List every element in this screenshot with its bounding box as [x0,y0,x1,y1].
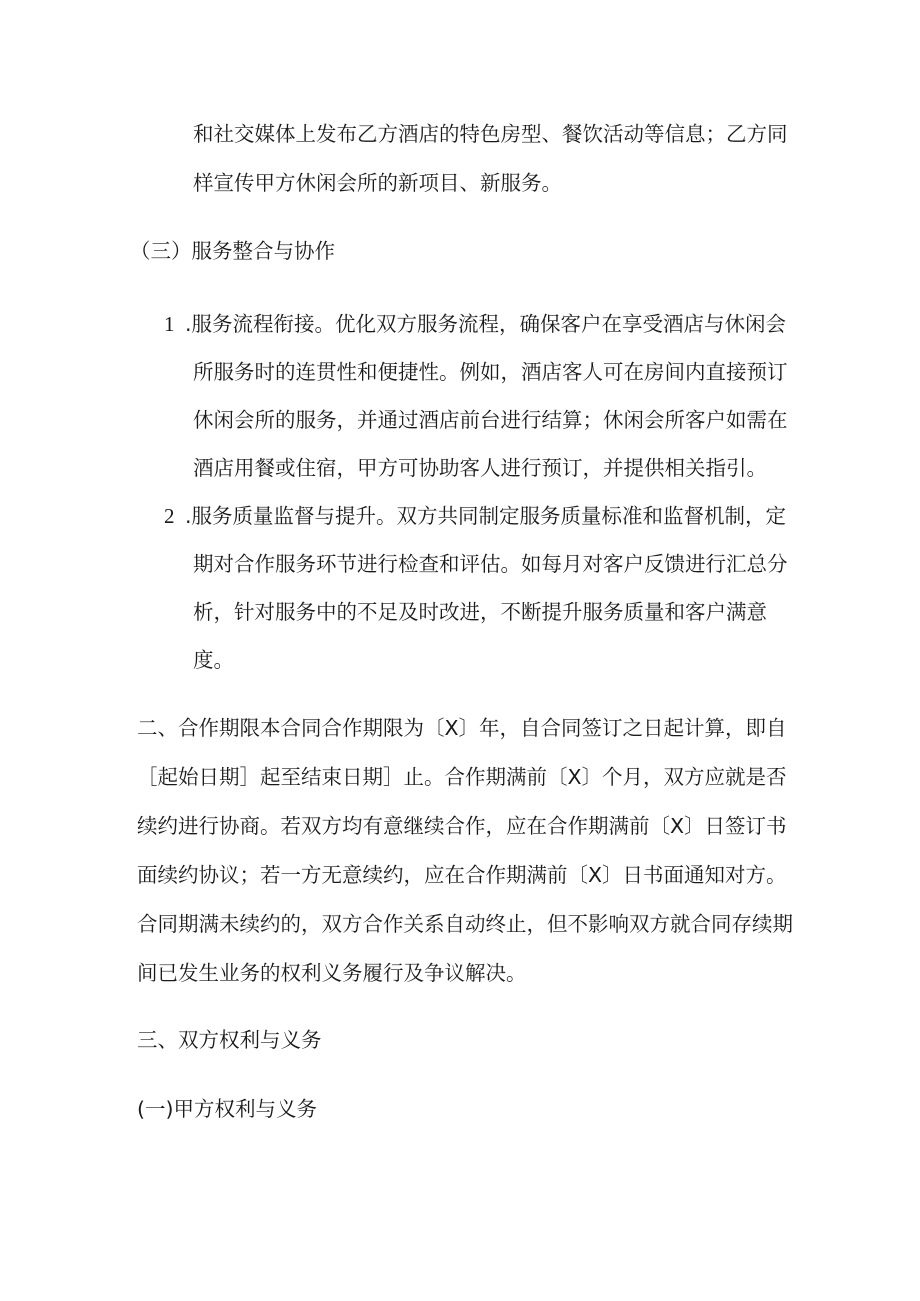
list-number: 1 [164,312,175,336]
section-heading: 三、双方权利与义务 [137,1028,322,1052]
list-item-line: 休闲会所的服务，并通过酒店前台进行结算；休闲会所客户如需在 [193,408,788,432]
paragraph-line: 面续约协议；若一方无意续约，应在合作期满前〔X〕日书面通知对方。 [137,863,787,887]
paragraph-line: 和社交媒体上发布乙方酒店的特色房型、餐饮活动等信息；乙方同 [193,122,788,146]
paragraph-line: ［起始日期］起至结束日期］止。合作期满前〔X〕个月，双方应就是否 [137,765,787,789]
section-heading: （三）服务整合与协作 [130,239,335,263]
paragraph-line: 间已发生业务的权利义务履行及争议解决。 [137,961,527,985]
list-item-line: 析，针对服务中的不足及时改进，不断提升服务质量和客户满意 [193,600,767,624]
list-item-line: .服务质量监督与提升。双方共同制定服务质量标准和监督机制，定 [185,504,787,528]
list-item-line: 所服务时的连贯性和便捷性。例如，酒店客人可在房间内直接预订 [193,360,788,384]
list-item-line: 度。 [193,648,234,672]
paragraph-line: 合同期满未续约的，双方合作关系自动终止，但不影响双方就合同存续期 [137,912,793,936]
paragraph-line: 样宣传甲方休闲会所的新项目、新服务。 [193,171,562,195]
paragraph-line: 二、合作期限本合同合作期限为〔X〕年，自合同签订之日起计算，即自 [137,716,787,740]
list-item-line: .服务流程衔接。优化双方服务流程，确保客户在享受酒店与休闲会 [185,312,787,336]
list-number: 2 [164,504,175,528]
list-item-line: 期对合作服务环节进行检查和评估。如每月对客户反馈进行汇总分 [193,552,788,576]
paragraph-line: 续约进行协商。若双方均有意继续合作，应在合作期满前〔X〕日签订书 [137,814,787,838]
subsection-heading: (一)甲方权利与义务 [137,1097,317,1121]
list-item-line: 酒店用餐或住宿，甲方可协助客人进行预订，并提供相关指引。 [193,456,767,480]
